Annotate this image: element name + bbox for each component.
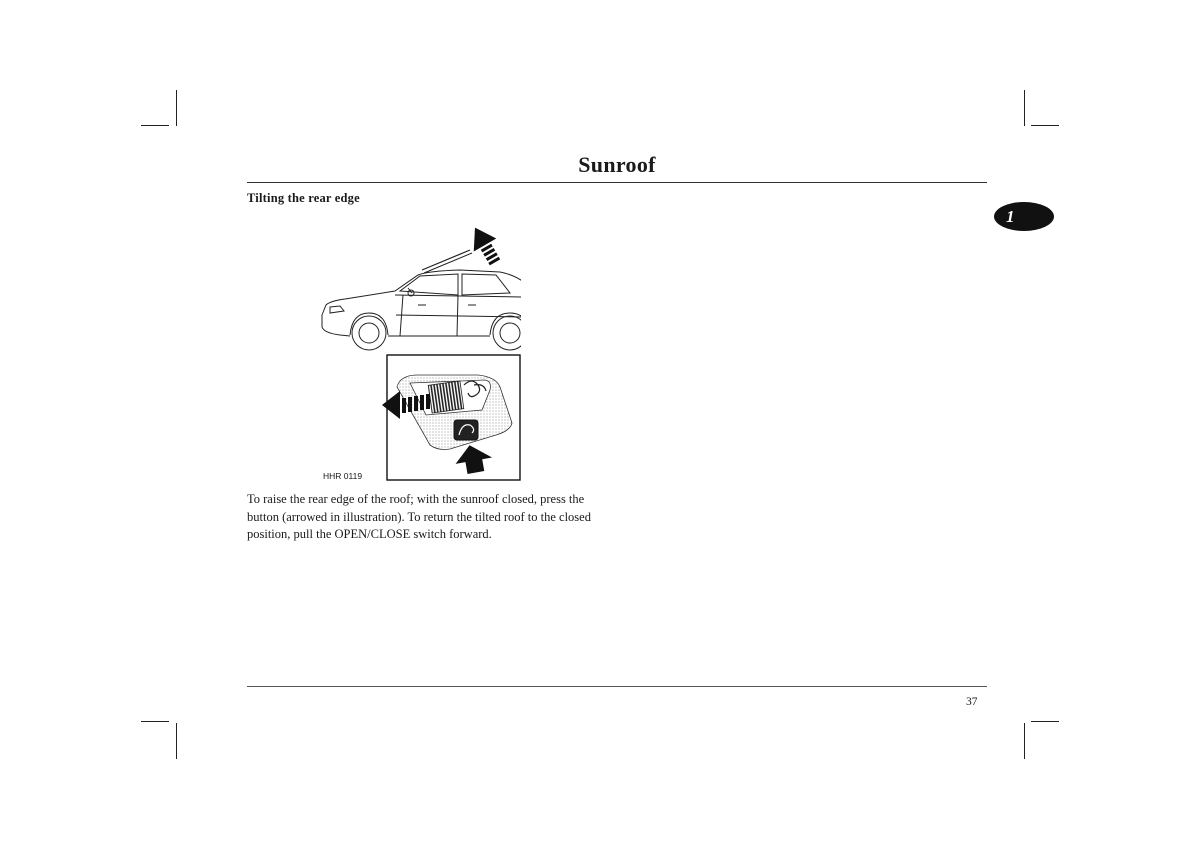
crop-mark bbox=[176, 90, 177, 126]
sunroof-illustration bbox=[300, 215, 530, 485]
body-paragraph: To raise the rear edge of the roof; with the sunroof closed, press the button (arrowed in illustration). To return the tilted roof to the closed position, pull the OPEN/CLOSE switch forward. bbox=[247, 492, 591, 541]
crop-mark bbox=[141, 125, 169, 126]
section-heading: Tilting the rear edge bbox=[247, 191, 360, 205]
crop-mark bbox=[1024, 723, 1025, 759]
page-title: Sunroof bbox=[578, 152, 656, 177]
figure-code: HHR 0119 bbox=[323, 471, 363, 481]
crop-mark bbox=[176, 723, 177, 759]
header-rule bbox=[247, 182, 987, 183]
crop-mark bbox=[1031, 721, 1059, 722]
sunroof-tilt-arrow-icon bbox=[464, 221, 507, 269]
car-side-icon bbox=[322, 270, 530, 350]
crop-mark bbox=[141, 721, 169, 722]
crop-mark bbox=[1031, 125, 1059, 126]
footer-rule bbox=[247, 686, 987, 687]
tilted-roof-panel bbox=[422, 250, 470, 270]
page-number: 37 bbox=[966, 696, 978, 708]
chapter-tab: 1 bbox=[994, 202, 1054, 231]
crop-mark bbox=[1024, 90, 1025, 126]
